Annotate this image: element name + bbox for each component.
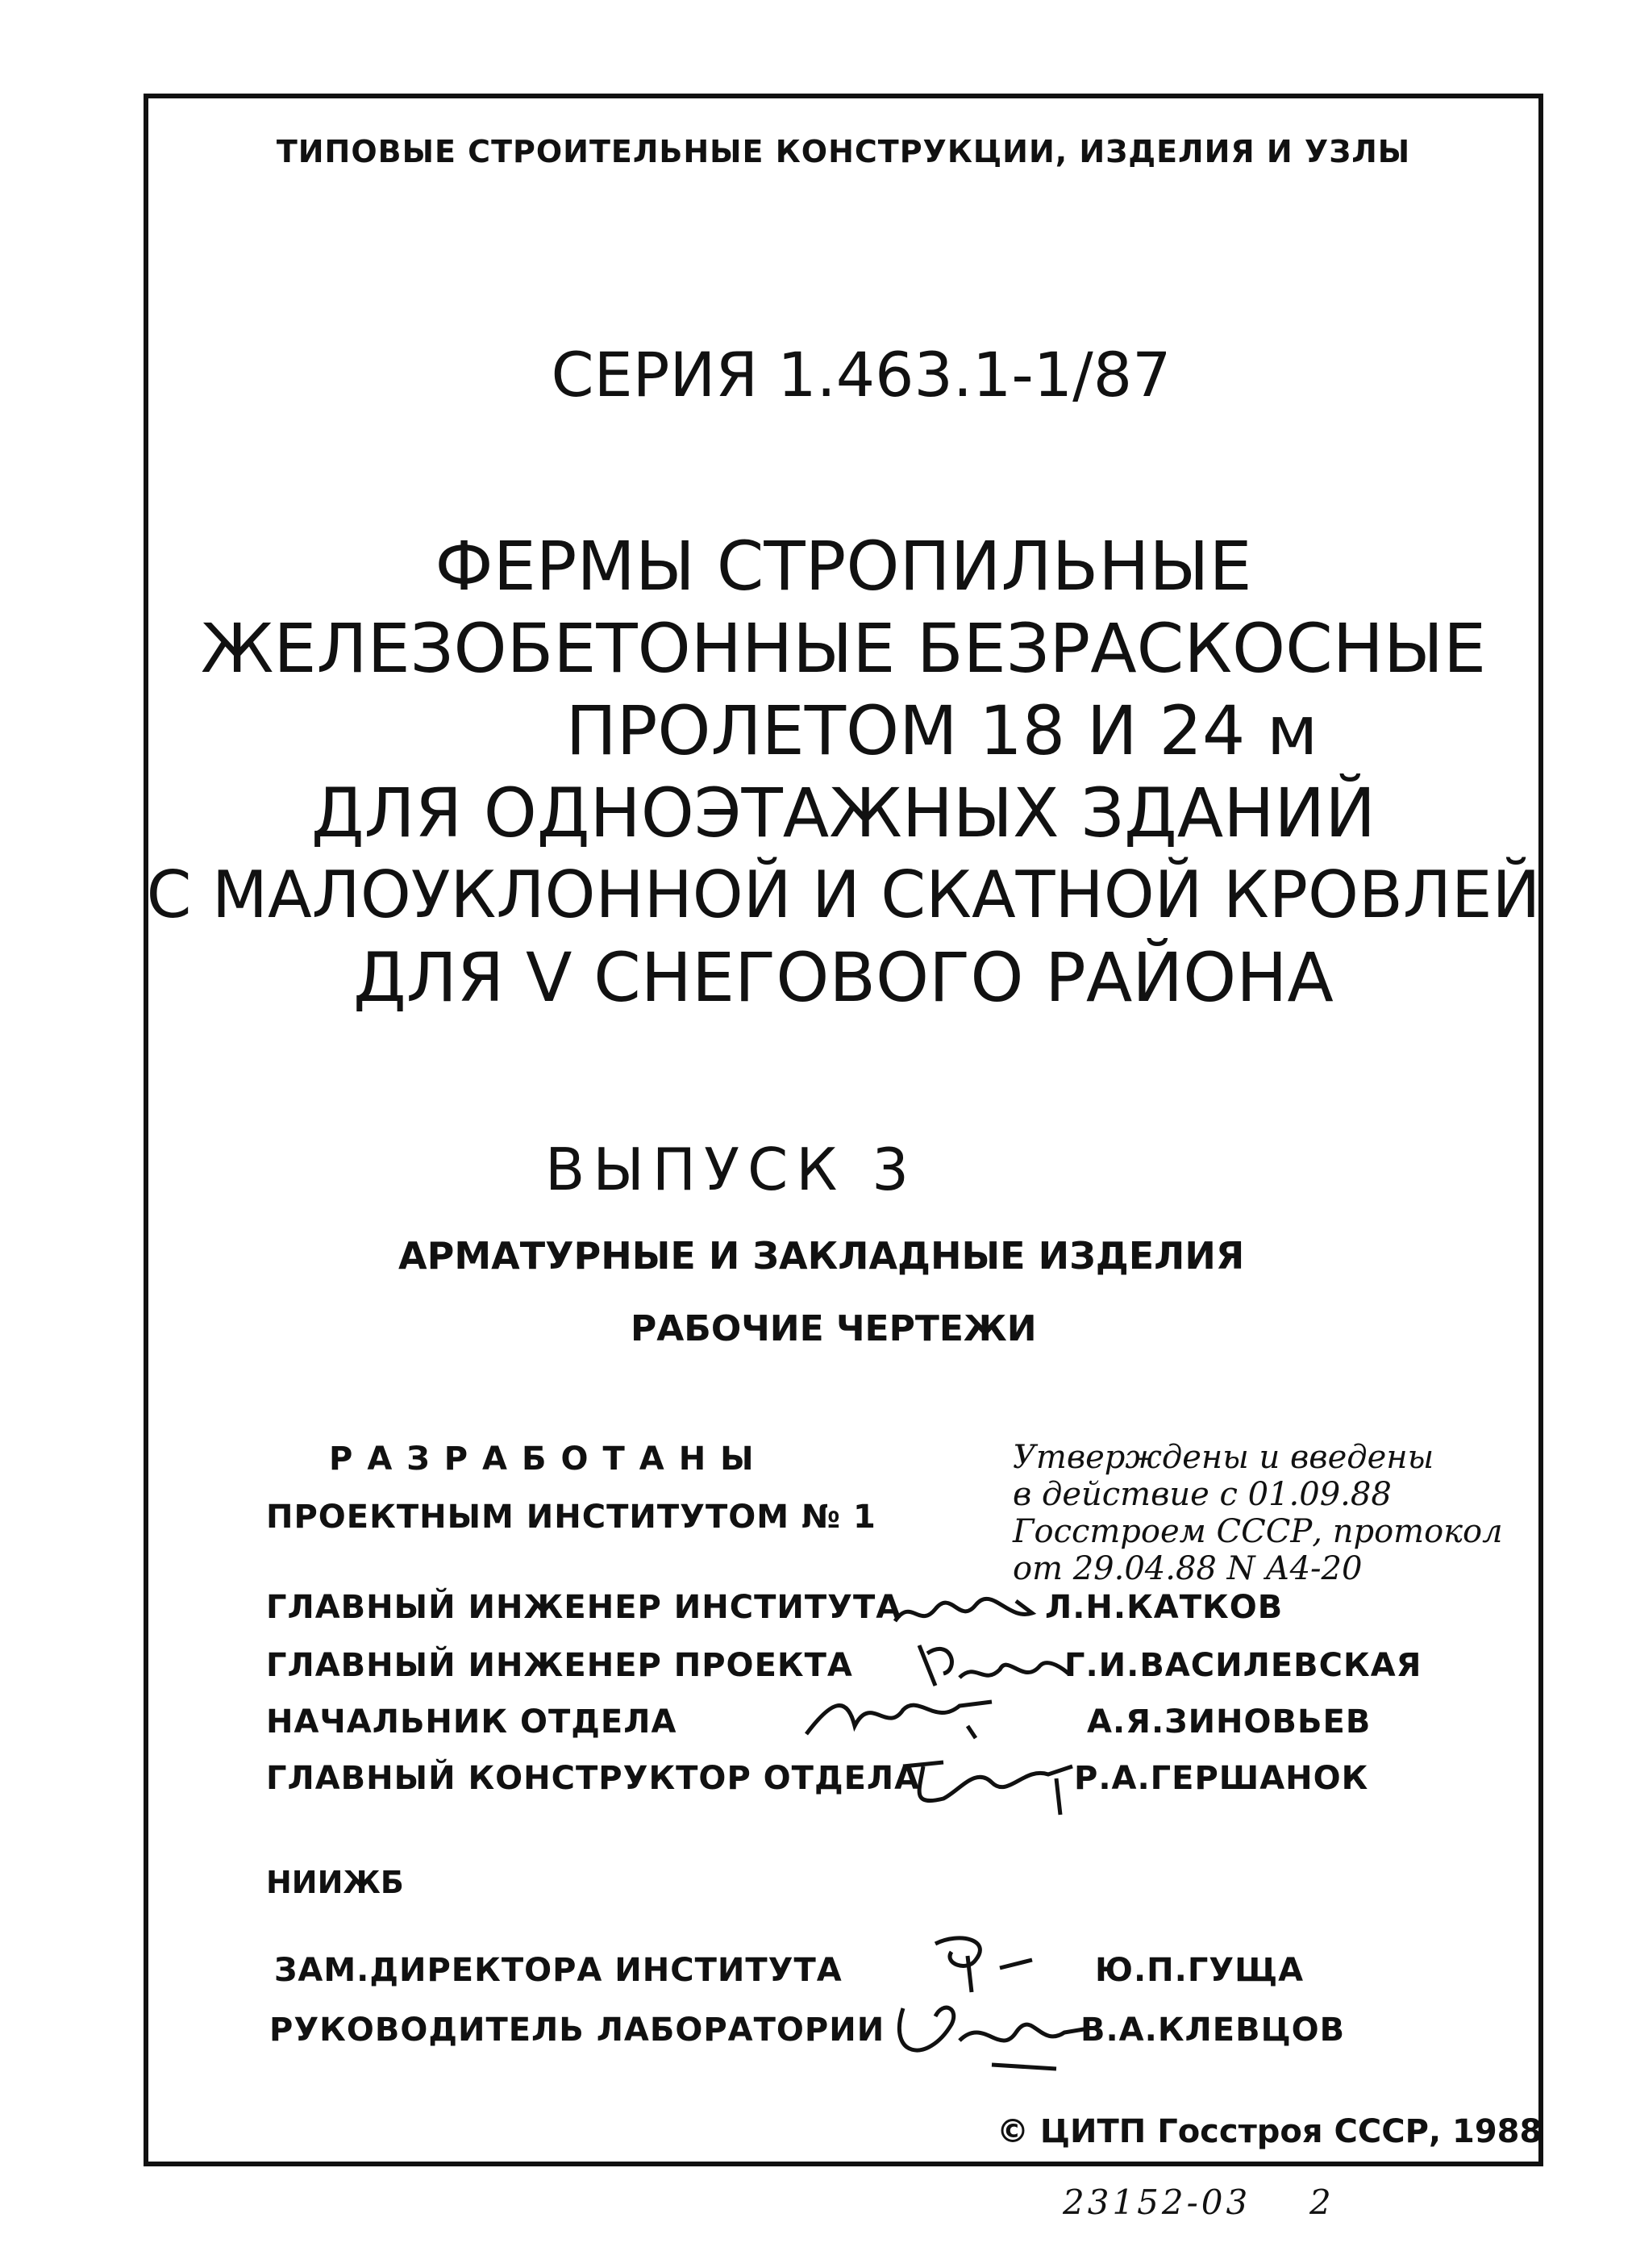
approval-line: от 29.04.88 N А4-20 bbox=[1013, 1550, 1363, 1587]
developed-heading: РАЗРАБОТАНЫ bbox=[329, 1440, 768, 1478]
issue-number: ВЫПУСК 3 bbox=[545, 1136, 918, 1203]
category-header: ТИПОВЫЕ СТРОИТЕЛЬНЫЕ КОНСТРУКЦИИ, ИЗДЕЛИЯ И УЗЛЫ bbox=[276, 134, 1411, 169]
staff-role: ЗАМ.ДИРЕКТОРА ИНСТИТУТА bbox=[274, 1952, 843, 1989]
series-number: СЕРИЯ 1.463.1-1/87 bbox=[551, 339, 1172, 411]
staff-name: Р.А.ГЕРШАНОК bbox=[1074, 1760, 1369, 1797]
title-line: ЖЕЛЕЗОБЕТОННЫЕ БЕЗРАСКОСНЫЕ bbox=[200, 609, 1487, 688]
page-number: 2 bbox=[1309, 2183, 1331, 2222]
staff-role: ГЛАВНЫЙ КОНСТРУКТОР ОТДЕЛА bbox=[266, 1760, 921, 1797]
staff-role: ГЛАВНЫЙ ИНЖЕНЕР ИНСТИТУТА bbox=[266, 1589, 902, 1626]
developer-institute: ПРОЕКТНЫМ ИНСТИТУТОМ № 1 bbox=[266, 1499, 876, 1536]
approval-line: в действие с 01.09.88 bbox=[1013, 1476, 1392, 1513]
document-type: РАБОЧИЕ ЧЕРТЕЖИ bbox=[631, 1308, 1037, 1349]
signature-zinovyev bbox=[798, 1678, 1008, 1750]
staff-role: ГЛАВНЫЙ ИНЖЕНЕР ПРОЕКТА bbox=[266, 1647, 853, 1684]
issue-subtitle: АРМАТУРНЫЕ И ЗАКЛАДНЫЕ ИЗДЕЛИЯ bbox=[398, 1234, 1245, 1278]
staff-role: РУКОВОДИТЕЛЬ ЛАБОРАТОРИИ bbox=[269, 2012, 885, 2049]
document-code: 23152-03 bbox=[1063, 2183, 1251, 2222]
title-line: ПРОЛЕТОМ 18 И 24 м bbox=[565, 691, 1318, 770]
staff-name: Ю.П.ГУЩА bbox=[1095, 1952, 1305, 1989]
approval-stamp bbox=[1013, 1439, 1503, 1587]
niizhb-heading: НИИЖБ bbox=[266, 1865, 404, 1900]
staff-name: А.Я.ЗИНОВЬЕВ bbox=[1087, 1703, 1372, 1741]
approval-line: Госстроем СССР, протокол bbox=[1013, 1513, 1503, 1550]
title-line: ДЛЯ V СНЕГОВОГО РАЙОНА bbox=[353, 938, 1334, 1017]
staff-name: В.А.КЛЕВЦОВ bbox=[1080, 2012, 1346, 2049]
title-line: ДЛЯ ОДНОЭТАЖНЫХ ЗДАНИЙ bbox=[310, 773, 1376, 853]
staff-name: Г.И.ВАСИЛЕВСКАЯ bbox=[1064, 1647, 1422, 1684]
approval-line: Утверждены и введены bbox=[1013, 1439, 1434, 1476]
staff-name: Л.Н.КАТКОВ bbox=[1045, 1589, 1284, 1626]
staff-role: НАЧАЛЬНИК ОТДЕЛА bbox=[266, 1703, 677, 1741]
signature-gershanok bbox=[895, 1742, 1080, 1823]
copyright: © ЦИТП Госстроя СССР, 1988 bbox=[997, 2113, 1542, 2150]
title-line: С МАЛОУКЛОННОЙ И СКАТНОЙ КРОВЛЕЙ bbox=[146, 857, 1541, 932]
signature-gushcha-klevtsov bbox=[879, 1928, 1097, 2081]
title-line: ФЕРМЫ СТРОПИЛЬНЫЕ bbox=[435, 527, 1252, 606]
